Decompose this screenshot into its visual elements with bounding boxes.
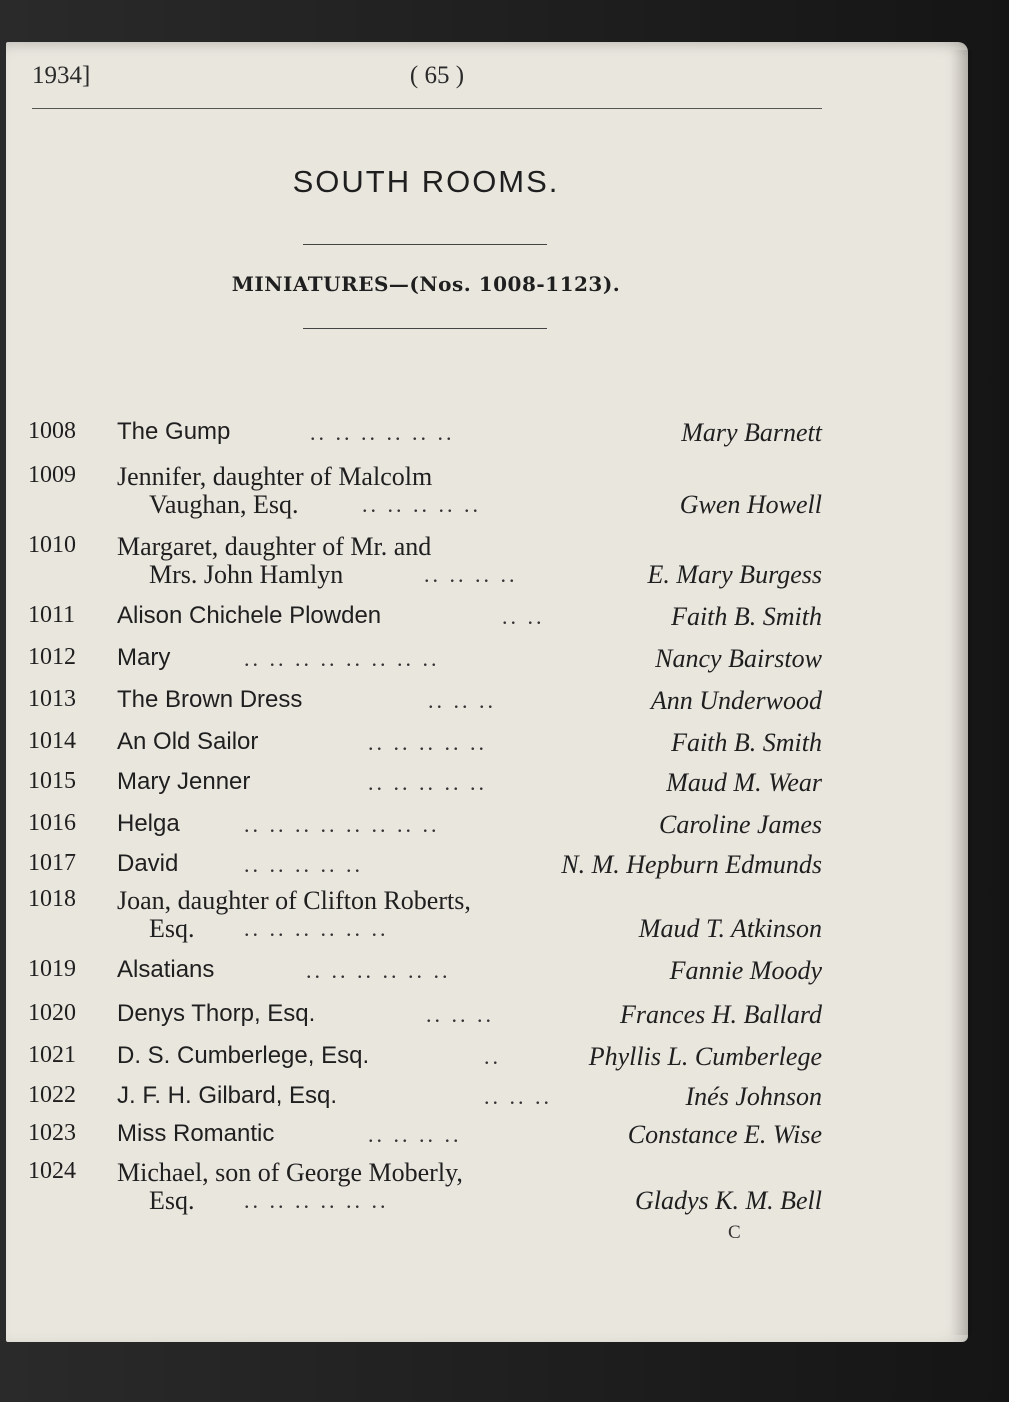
page-edge-shadow xyxy=(950,50,972,1335)
entry-title: Alison Chichele Plowden xyxy=(117,602,382,629)
entry-artist: Fannie Moody xyxy=(669,956,822,985)
entry-line xyxy=(22,602,822,634)
entry-number: 1024 xyxy=(28,1158,76,1184)
entry-number: 1008 xyxy=(28,418,76,444)
entry-number: 1020 xyxy=(28,1000,76,1026)
entry-artist: Faith B. Smith xyxy=(671,602,822,631)
entry-artist: Maud T. Atkinson xyxy=(638,914,822,943)
leader-dots: .. .. .. .. .. xyxy=(244,852,363,877)
entry-line xyxy=(22,810,822,842)
entry-artist: Faith B. Smith xyxy=(671,728,822,757)
leader-dots: .. xyxy=(484,1044,501,1069)
entry-number: 1009 xyxy=(28,462,76,488)
leader-dots: .. .. .. .. .. xyxy=(368,730,487,755)
entry-title-line2: Vaughan, Esq. xyxy=(149,490,299,519)
entry-line xyxy=(22,1042,822,1074)
leader-dots: .. .. .. .. .. xyxy=(368,770,487,795)
entry-line xyxy=(22,1186,822,1218)
entry-title: D. S. Cumberlege, Esq. xyxy=(117,1042,370,1069)
entry-number: 1019 xyxy=(28,956,76,982)
entry-line xyxy=(22,850,822,882)
leader-dots: .. .. .. .. xyxy=(368,1122,462,1147)
entry-number: 1013 xyxy=(28,686,76,712)
entry-line xyxy=(22,686,822,718)
entry-title-line2: Mrs. John Hamlyn xyxy=(149,560,344,589)
entry-artist: Constance E. Wise xyxy=(627,1120,822,1149)
entry-title: Denys Thorp, Esq. xyxy=(117,1000,316,1027)
entry-title: Miss Romantic xyxy=(117,1120,275,1147)
entry-artist: Frances H. Ballard xyxy=(620,1000,822,1029)
entry-artist: Ann Underwood xyxy=(650,686,822,715)
leader-dots: .. .. .. xyxy=(484,1084,552,1109)
entry-title: An Old Sailor xyxy=(117,728,259,755)
entry-artist: Nancy Bairstow xyxy=(655,644,822,673)
leader-dots: .. .. .. .. .. .. xyxy=(306,958,451,983)
entry-line xyxy=(22,956,822,988)
entry-artist: Inés Johnson xyxy=(685,1082,822,1111)
entry-line xyxy=(22,914,822,946)
leader-dots: .. .. .. .. .. .. xyxy=(310,420,455,445)
page-number: ( 65 ) xyxy=(409,62,465,89)
entry-line xyxy=(22,768,822,800)
leader-dots: .. .. .. .. .. .. .. .. xyxy=(244,646,440,671)
entry-title: J. F. H. Gilbard, Esq. xyxy=(117,1082,338,1109)
entry-number: 1023 xyxy=(28,1120,76,1146)
entry-number: 1010 xyxy=(28,532,76,558)
header-year: 1934] xyxy=(32,62,91,89)
leader-dots: .. .. .. .. .. xyxy=(362,492,481,517)
leader-dots: .. .. .. xyxy=(428,688,496,713)
entry-artist: Gladys K. M. Bell xyxy=(634,1186,822,1215)
entry-artist: Phyllis L. Cumberlege xyxy=(588,1042,822,1071)
entry-number: 1021 xyxy=(28,1042,76,1068)
title-rule xyxy=(303,244,547,245)
entry-number: 1012 xyxy=(28,644,76,670)
entry-line xyxy=(22,560,822,592)
entry-artist: Gwen Howell xyxy=(679,490,822,519)
entry-line xyxy=(22,1082,822,1114)
entry-number: 1018 xyxy=(28,886,76,912)
entry-title-line1: Joan, daughter of Clifton Roberts, xyxy=(117,886,471,915)
entry-number: 1011 xyxy=(28,602,76,628)
signature-mark: C xyxy=(728,1222,741,1243)
entry-title-line2: Esq. xyxy=(149,1186,195,1215)
entry-title: Mary xyxy=(117,644,171,671)
leader-dots: .. .. xyxy=(502,604,545,629)
entry-number: 1016 xyxy=(28,810,76,836)
entry-line xyxy=(22,1000,822,1032)
subtitle-rule xyxy=(303,328,547,329)
entry-artist: N. M. Hepburn Edmunds xyxy=(561,850,822,879)
leader-dots: .. .. .. .. xyxy=(424,562,518,587)
entry-number: 1022 xyxy=(28,1082,76,1108)
leader-dots: .. .. .. xyxy=(426,1002,494,1027)
entry-title: Helga xyxy=(117,810,180,837)
entry-line xyxy=(22,418,822,450)
entry-title-line2: Esq. xyxy=(149,914,195,943)
section-subtitle: MINIATURES—(Nos. 1008-1123). xyxy=(231,272,621,296)
leader-dots: .. .. .. .. .. .. .. .. xyxy=(244,812,440,837)
leader-dots: .. .. .. .. .. .. xyxy=(244,1188,389,1213)
entry-title: David xyxy=(117,850,179,877)
entry-artist: Mary Barnett xyxy=(681,418,822,447)
entry-title: The Brown Dress xyxy=(117,686,303,713)
entry-line xyxy=(22,1120,822,1152)
entry-number: 1014 xyxy=(28,728,76,754)
entry-title-line1: Michael, son of George Moberly, xyxy=(117,1158,463,1187)
entry-title: Mary Jenner xyxy=(117,768,251,795)
entry-artist: E. Mary Burgess xyxy=(647,560,822,589)
entry-number: 1017 xyxy=(28,850,76,876)
entry-line xyxy=(22,728,822,760)
running-header xyxy=(32,62,822,102)
entry-title: The Gump xyxy=(117,418,231,445)
entry-title: Alsatians xyxy=(117,956,215,983)
entry-title-line1: Jennifer, daughter of Malcolm xyxy=(117,462,433,491)
entry-title-line1: Margaret, daughter of Mr. and xyxy=(117,532,432,561)
entry-artist: Caroline James xyxy=(659,810,822,839)
entry-artist: Maud M. Wear xyxy=(666,768,822,797)
entry-line xyxy=(22,490,822,522)
entry-number: 1015 xyxy=(28,768,76,794)
entry-line xyxy=(22,644,822,676)
header-rule xyxy=(32,108,822,109)
section-title: SOUTH ROOMS. xyxy=(292,164,560,199)
leader-dots: .. .. .. .. .. .. xyxy=(244,916,389,941)
